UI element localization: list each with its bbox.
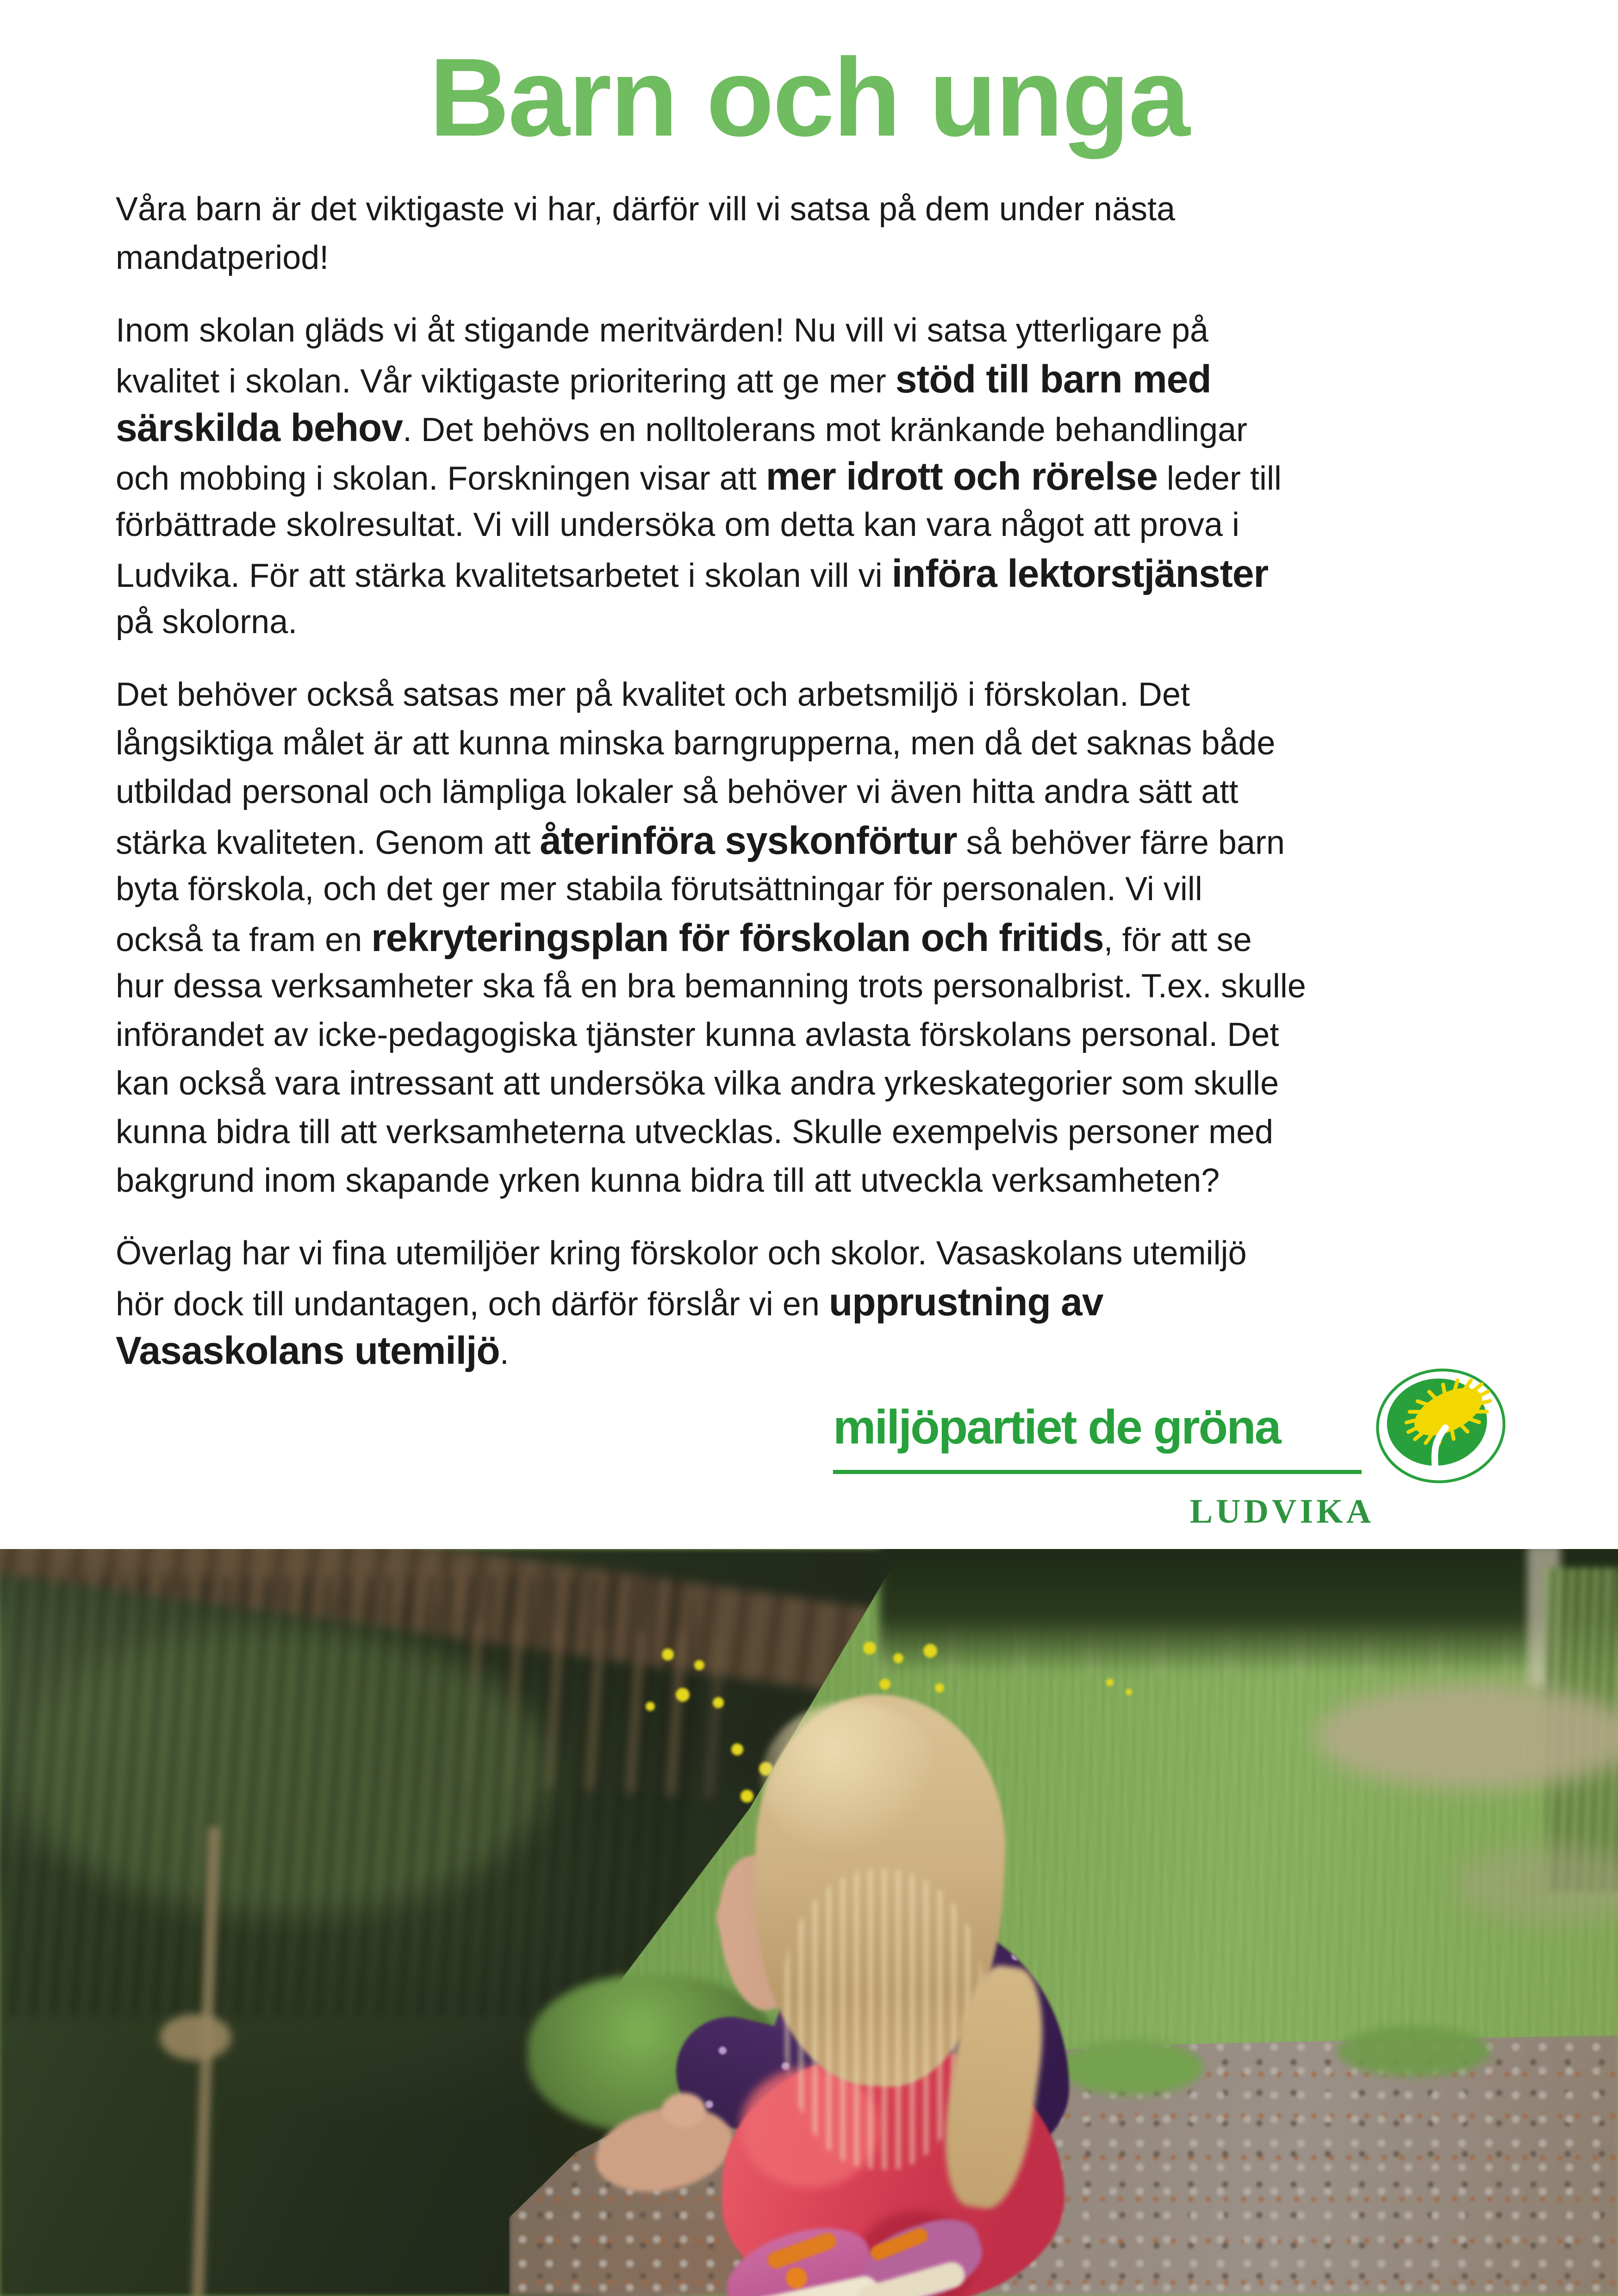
body-text: , för att se	[1103, 921, 1252, 958]
text-line	[116, 1229, 1532, 1278]
emphasis-text: Vasaskolans utemiljö	[116, 1329, 500, 1372]
body-text: kvalitet i skolan. Vår viktigaste prioritering att ge mer	[116, 363, 896, 400]
emphasis-text: införa lektorstjänster	[891, 552, 1269, 595]
logo-location: LUDVIKA	[1189, 1493, 1375, 1531]
body-text: mandatperiod!	[116, 239, 329, 276]
photo-girl-hand	[662, 2093, 706, 2128]
photo-flower	[879, 1679, 890, 1690]
photo-flower	[893, 1653, 903, 1663]
text-line	[116, 1157, 1532, 1205]
paragraph	[116, 1229, 1532, 1375]
emphasis-text: stöd till barn med	[895, 357, 1211, 401]
article	[116, 185, 1532, 1399]
body-text: stärka kvaliteten. Genom att	[116, 824, 540, 861]
photo-flower	[694, 1660, 704, 1670]
photo-forest-band	[879, 1549, 1618, 1674]
text-line	[116, 768, 1532, 816]
text-line	[116, 1059, 1532, 1108]
emphasis-text: återinföra syskonförtur	[540, 819, 957, 862]
dandelion-logo-icon	[1374, 1368, 1506, 1487]
photo-flower	[923, 1644, 937, 1658]
text-line	[116, 404, 1532, 452]
photo-flower	[676, 1688, 690, 1702]
page-title: Barn och unga	[429, 35, 1189, 159]
paragraph	[116, 185, 1532, 282]
photo-grass-tuft	[1060, 2040, 1203, 2095]
body-text: Överlag har vi fina utemiljöer kring förskolor och skolor. Vasaskolans utemiljö	[116, 1235, 1247, 1272]
photo-flower	[1106, 1679, 1114, 1686]
text-line	[116, 719, 1532, 768]
text-line	[116, 306, 1532, 355]
body-text: Inom skolan gläds vi åt stigande meritvärden! Nu vill vi satsa ytterligare på	[116, 312, 1209, 349]
body-text: på skolorna.	[116, 604, 298, 641]
body-text: kunna bidra till att verksamheterna utvecklas. Skulle exempelvis personer med	[116, 1114, 1274, 1151]
body-text: införandet av icke-pedagogiska tjänster kunna avlasta förskolans personal. Det	[116, 1016, 1279, 1053]
body-text: . Det behövs en nolltolerans mot kränkande behandlingar	[402, 411, 1248, 448]
body-text: bakgrund inom skapande yrken kunna bidra till att utveckla verksamheten?	[116, 1162, 1220, 1199]
text-line	[116, 355, 1532, 404]
photo-grass-tuft	[1338, 2026, 1490, 2077]
photo-flower	[731, 1743, 743, 1755]
body-text: Våra barn är det viktigaste vi har, därför vill vi satsa på dem under nästa	[116, 191, 1176, 228]
body-text: hör dock till undantagen, och därför förslår vi en	[116, 1286, 829, 1323]
body-text: utbildad personal och lämpliga lokaler så behöver vi även hitta andra sätt att	[116, 773, 1238, 810]
photo-duck	[160, 2014, 231, 2060]
body-text: byta förskola, och det ger mer stabila förutsättningar för personalen. Vi vill	[116, 871, 1202, 908]
body-text: också ta fram en	[116, 921, 372, 958]
text-line	[116, 185, 1532, 234]
body-text: långsiktiga målet är att kunna minska barngrupperna, men då det saknas både	[116, 725, 1276, 762]
photo-girl-nose	[716, 1901, 745, 1934]
paragraph	[116, 306, 1532, 647]
body-text: .	[499, 1334, 509, 1371]
body-text: leder till	[1157, 460, 1282, 497]
body-text: Ludvika. För att stärka kvalitetsarbetet i skolan vill vi	[116, 557, 892, 594]
emphasis-text: upprustning av	[828, 1280, 1103, 1324]
text-line	[116, 962, 1532, 1011]
body-text: och mobbing i skolan. Forskningen visar att	[116, 460, 766, 497]
text-line	[116, 671, 1532, 719]
photo-flower	[1126, 1689, 1132, 1695]
emphasis-text: särskilda behov	[116, 406, 403, 449]
photo-flower	[713, 1697, 724, 1708]
photo-reed-reflections	[0, 1577, 694, 2016]
body-text: Det behöver också satsas mer på kvalitet och arbetsmiljö i förskolan. Det	[116, 676, 1190, 713]
body-text: så behöver färre barn	[957, 824, 1285, 861]
text-line	[116, 1326, 1532, 1375]
body-text: hur dessa verksamheter ska få en bra bemanning trots personalbrist. T.ex. skulle	[116, 968, 1306, 1005]
text-line	[116, 914, 1532, 962]
photo-flower	[935, 1683, 944, 1692]
text-line	[116, 598, 1532, 647]
text-line	[116, 501, 1532, 549]
body-text: kan också vara intressant att undersöka vilka andra yrkeskategorier som skulle	[116, 1065, 1279, 1102]
photo-hair-highlight	[761, 1702, 942, 1857]
emphasis-text: mer idrott och rörelse	[765, 454, 1157, 498]
text-line	[116, 452, 1532, 501]
text-line	[116, 865, 1532, 914]
photo-child-at-pond	[0, 1549, 1618, 2296]
photo-flower	[863, 1642, 876, 1655]
mp-logo-wordmark: miljöpartiet de gröna	[833, 1400, 1280, 1454]
paragraph	[116, 671, 1532, 1205]
photo-flower	[662, 1649, 674, 1661]
text-line	[116, 816, 1532, 865]
text-line	[116, 234, 1532, 282]
logo-underline	[833, 1470, 1362, 1474]
emphasis-text: rekryteringsplan för förskolan och fritids	[371, 916, 1104, 959]
photo-shoe-laces	[786, 2267, 807, 2289]
text-line	[116, 549, 1532, 598]
body-text: förbättrade skolresultat. Vi vill undersöka om detta kan vara något att prova i	[116, 506, 1239, 543]
photo-flower	[646, 1702, 655, 1711]
photo-flower	[741, 1790, 753, 1803]
text-line	[116, 1011, 1532, 1059]
text-line	[116, 1108, 1532, 1157]
text-line	[116, 1278, 1532, 1326]
